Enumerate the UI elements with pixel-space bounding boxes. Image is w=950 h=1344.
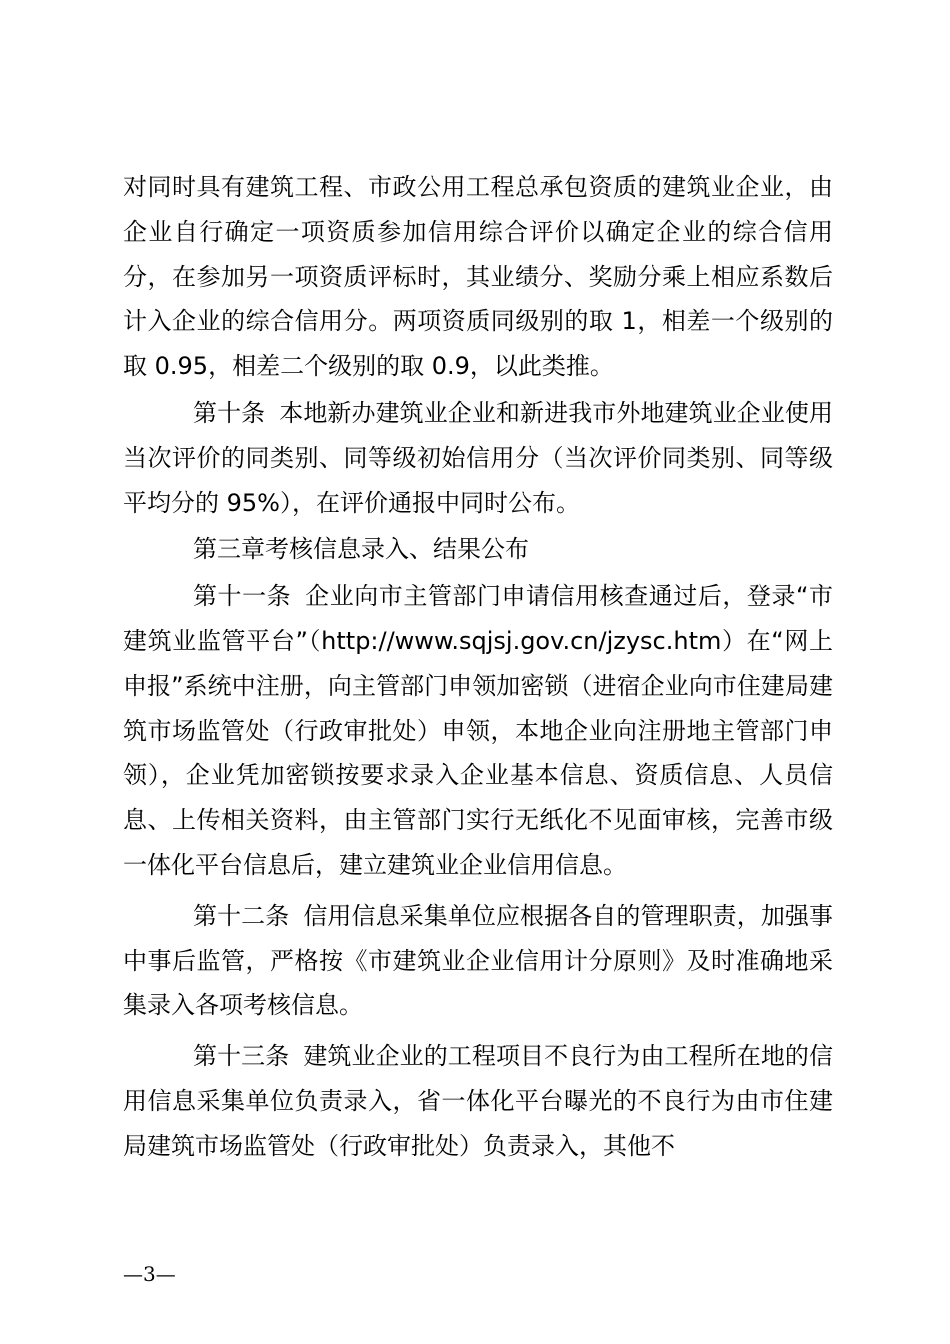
article-12 — [123, 894, 833, 1028]
article-13 — [123, 1034, 833, 1168]
paragraph-composite-credit — [123, 165, 833, 389]
article-number: 第十二条 — [193, 901, 290, 930]
article-number: 第十一条 — [193, 582, 292, 611]
article-10 — [123, 391, 833, 525]
article-11 — [123, 574, 833, 888]
paragraph-text: 对同时具有建筑工程、市政公用工程总承包资质的建筑业企业，由企业自行确定一项资质参加信用综合评价以确定企业的综合信用分，在参加另一项资质评标时，其业绩分、奖励分乘上相应系数后计入企业的综合信用分。两项资质同级别的取 1，相差一个级别的取 0.95，相差二个级别的取 0.9，以此类推。 — [123, 173, 833, 381]
page-number: —3— — [123, 1262, 176, 1286]
article-number: 第十条 — [193, 398, 266, 427]
article-text: 本地新办建筑业企业和新进我市外地建筑业企业使用当次评价的同类别、同等级初始信用分（当次评价同类别、同等级平均分的 95%），在评价通报中同时公布。 — [123, 398, 834, 517]
chapter-title: 第三章考核信息录入、结果公布 — [193, 535, 529, 564]
article-text: 建筑业企业的工程项目不良行为由工程所在地的信用信息采集单位负责录入，省一体化平台曝光的不良行为由市住建局建筑市场监管处（行政审批处）负责录入，其他不 — [123, 1042, 834, 1160]
article-text: 企业向市主管部门申请信用核查通过后，登录“市建筑业监管平台”（http://www.sqjsj.gov.cn/jzysc.htm）在“网上申报”系统中注册，向主管部门申领加密锁（进宿企业向市住建局建筑市场监管处（行政审批处）申领，本地企业向注册地主管部门申领），企业凭加密锁按要求录入企业基本信息、资质信息、人员信息、上传相关资料，由主管部门实行无纸化不见面审核，完善市级一体化平台信息后，建立建筑业企业信用信息。 — [123, 582, 833, 879]
article-number: 第十三条 — [193, 1042, 290, 1071]
article-text: 信用信息采集单位应根据各自的管理职责，加强事中事后监管，严格按《市建筑业企业信用计分原则》及时准确地采集录入各项考核信息。 — [123, 901, 834, 1020]
chapter-heading — [123, 527, 833, 572]
document-body — [123, 165, 833, 1169]
